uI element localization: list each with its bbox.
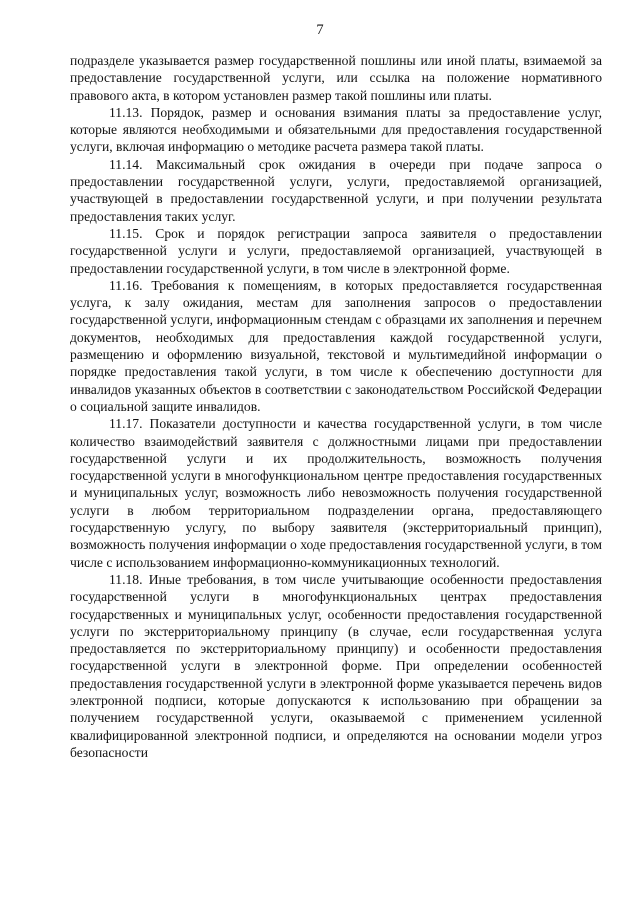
paragraph-11-14: 11.14. Максимальный срок ожидания в очереди при подаче запроса о предоставлении государственной услуги, услуги, предоставляемой организацией, участвующей в предоставлении государственной услуги, и при получении результата предоставления таких услуг. [70, 156, 602, 224]
paragraph-11-16: 11.16. Требования к помещениям, в которых предоставляется государственная услуга, к залу ожидания, местам для заполнения запросов о предоставлении государственной услуги, информационным стендам с образцами их заполнения и перечнем документов, необходимых для предоставления каждой государственной услуги, размещению и оформлению визуальной, текстовой и мультимедийной информации о порядке предоставления такой услуги, в том числе к обеспечению доступности для инвалидов указанных объектов в соответствии с законодательством Российской Федерации о социальной защите инвалидов. [70, 277, 602, 414]
body-text [70, 52, 602, 761]
paragraph-11-17: 11.17. Показатели доступности и качества государственной услуги, в том числе количество взаимодействий заявителя с должностными лицами при предоставлении государственной услуги и их продолжительность, возможность получения государственной услуги в многофункциональном центре предоставления государственных и муниципальных услуг, возможность либо невозможность получения государственной услуги в любом территориальном подразделении органа, предоставляющего государственную услугу, по выбору заявителя (экстерриториальный принцип), возможность получения информации о ходе предоставления государственной услуги, в том числе с использованием информационно-коммуникационных технологий. [70, 416, 602, 570]
paragraph-11-18: 11.18. Иные требования, в том числе учитывающие особенности предоставления государственной услуги в многофункциональных центрах предоставления государственных и муниципальных услуг, особенности предоставления государственной услуги по экстерриториальному принципу (в случае, если государственная услуга предоставляется по экстерриториальному принципу) и особенности предоставления государственной услуги в электронной форме. При определении особенностей предоставления государственной услуги в электронной форме указывается перечень видов электронной подписи, которые допускаются к использованию при обращении за получением государственной услуги, оказываемой с применением усиленной квалифицированной электронной подписи, и определяются на основании модели угроз безопасности [70, 571, 602, 760]
page-number: 7 [316, 22, 324, 38]
paragraph-continuation: подразделе указывается размер государственной пошлины или иной платы, взимаемой за предоставление государственной услуги, или ссылка на положение нормативного правового акта, в котором установлен размер такой пошлины или платы. [70, 53, 602, 103]
paragraph-11-15: 11.15. Срок и порядок регистрации запроса заявителя о предоставлении государственной услуги и услуги, предоставляемой организацией, участвующей в предоставлении государственной услуги, в том числе в электронной форме. [70, 225, 602, 276]
paragraph-11-13: 11.13. Порядок, размер и основания взимания платы за предоставление услуг, которые являются необходимыми и обязательными для предоставления государственной услуги, включая информацию о методике расчета размера такой платы. [70, 104, 602, 155]
